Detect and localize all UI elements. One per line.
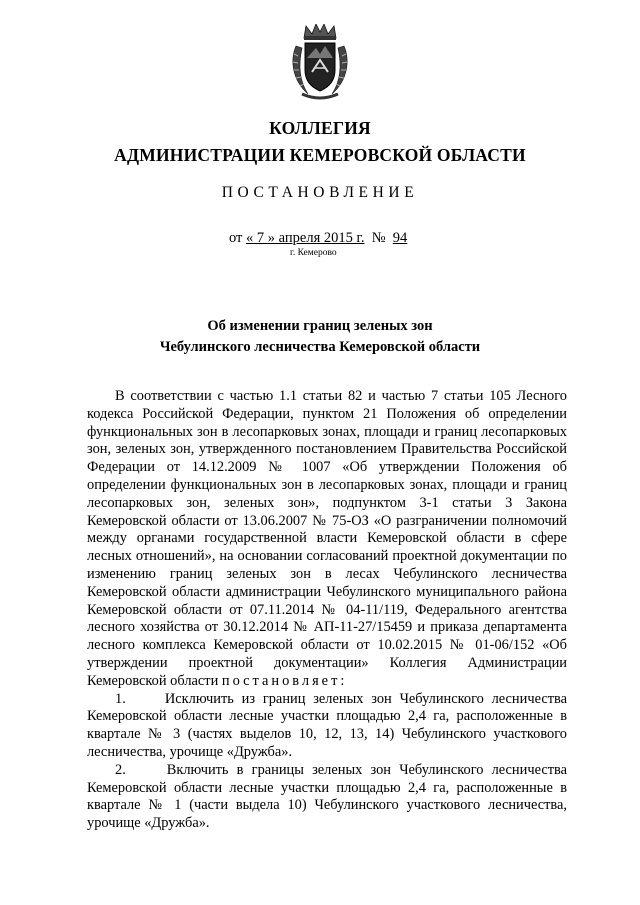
org-name-line2: АДМИНИСТРАЦИИ КЕМЕРОВСКОЙ ОБЛАСТИ [114, 145, 526, 165]
date-prefix: от [229, 230, 243, 246]
list-item: 1. Исключить из границ зеленых зон Чебулинского лесничества Кемеровской области лесные участки площадью 2,4 га, расположенные в квартале № 3 (частях выделов 10, 12, 13, 14) Чебулинского участкового лесничества, урочище «Дружба». [87, 690, 567, 760]
kemerovo-coat-of-arms-icon [290, 24, 350, 100]
list-item: 2. Включить в границы зеленых зон Чебулинского лесничества Кемеровской области лесные участки площадью 2,4 га, расположенные в квартале № 1 (части выдела 10) Чебулинского участкового лесничества, урочище «Дружба». [87, 761, 567, 832]
preamble-paragraph: В соответствии с частью 1.1 статьи 82 и частью 7 статьи 105 Лесного кодекса Российской Федерации, пунктом 21 Положения об определении функциональных зон в лесопарковых зонах, площади и границ лесопарковых зон, зеленых зон, утвержденного постановлением Правительства Российской Федерации от 14.12.2009 № 1007 «Об утверждении Положения об определении функциональных зон в лесопарковых зонах, площади и границ лесопарковых зон, зеленых зон», подпунктом 3-1 статьи 3 Закона Кемеровской области от 13.06.2007 № 75-ОЗ «О разграничении полномочий между органами государственной власти Кемеровской области в сфере лесных отношений», на основании согласований проектной документации по изменению границ зеленых зон в лесах Чебулинского лесничества Кемеровской области администрации Чебулинского муниципального района Кемеровской области от 07.11.2014 № 04-11/119, Федерального агентства лесного хозяйства от 30.12.2014 № АП-11-27/15459 и приказа департамента лесного комплекса Кемеровской области от 10.02.2015 № 01-06/152 «Об утверждении проектной документации» Коллегия Администрации Кемеровской области постановляет: [87, 388, 567, 689]
city: г. Кемерово [290, 248, 337, 258]
document-number: 94 [392, 230, 408, 246]
document-title-line1: Об изменении границ зеленых зон [207, 318, 433, 334]
resolves-word: постановляет: [221, 672, 348, 689]
document-type: ПОСТАНОВЛЕНИЕ [221, 184, 419, 201]
org-name-line1: КОЛЛЕГИЯ [269, 118, 371, 138]
date-value: « 7 » апреля 2015 г. [246, 230, 365, 246]
number-sign: № [371, 230, 386, 246]
date-number-line [229, 230, 407, 247]
document-body [87, 388, 567, 833]
document-title-line2: Чебулинского лесничества Кемеровской области [159, 339, 481, 355]
